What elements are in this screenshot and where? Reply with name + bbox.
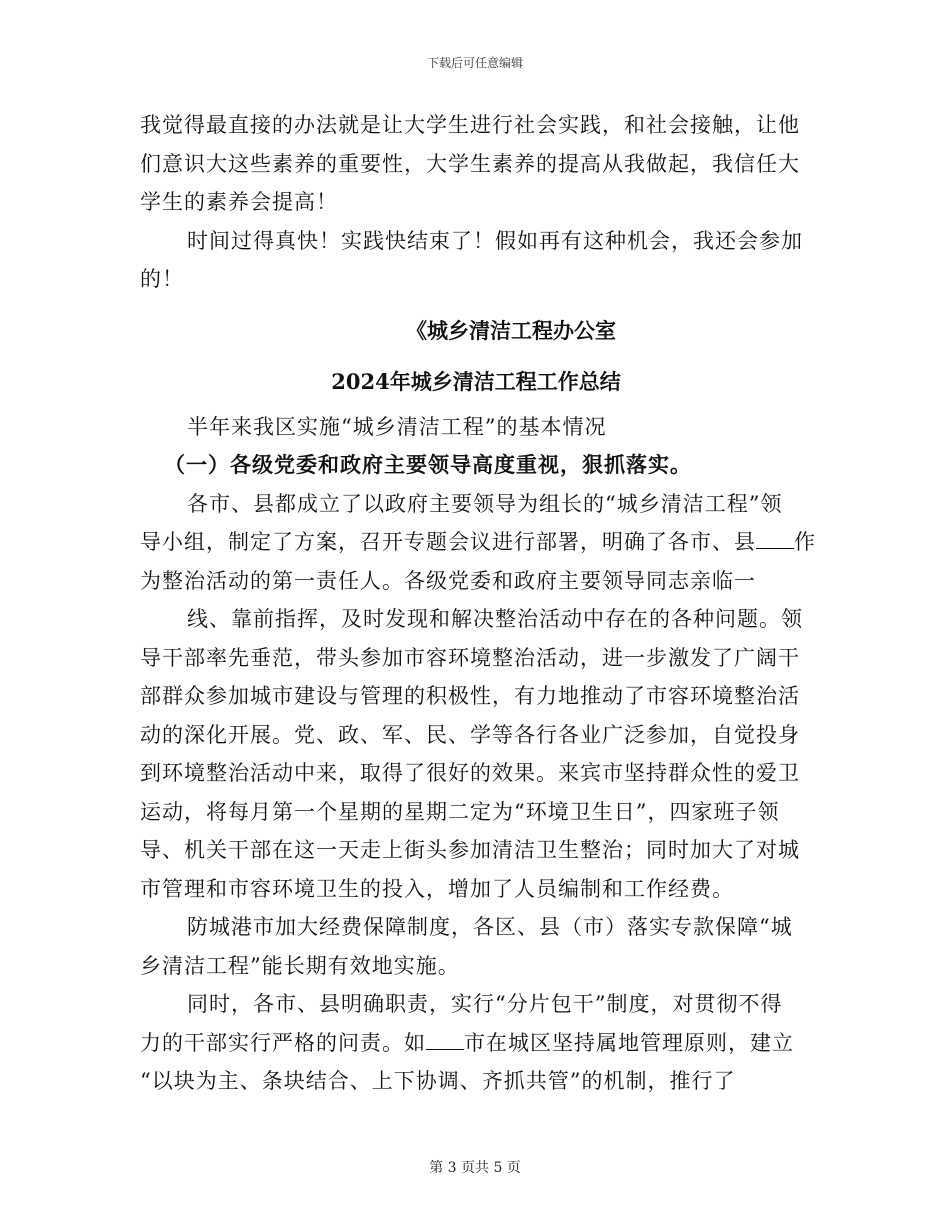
text-line: 乡清洁工程”能长期有效地实施。 xyxy=(140,953,460,978)
text-line: 运动，将每月第一个星期的星期二定为“环境卫生日”，四家班子领 xyxy=(140,799,780,824)
intro-line: 半年来我区实施“城乡清洁工程”的基本情况 xyxy=(187,414,607,439)
text-line: 动的深化开展。党、政、军、民、学等各行各业广泛参加，自觉投身 xyxy=(140,722,800,747)
text-line: 导、机关干部在这一天走上街头参加清洁卫生整治；同时加大了对城 xyxy=(140,838,800,862)
office-title: 《城乡清洁工程办公室 xyxy=(406,317,616,343)
text-line: “以块为主、条块结合、上下协调、齐抓共管”的机制，推行了 xyxy=(140,1069,736,1093)
blank-underline xyxy=(426,1031,464,1050)
text-line xyxy=(140,523,816,562)
text-line: 防城港市加大经费保障制度，各区、县（市）落实专款保障“城 xyxy=(187,915,793,939)
text-line xyxy=(140,1024,812,1063)
document-body xyxy=(140,106,816,1101)
text-segment: 导小组，制定了方案，召开专题会议进行部署，明确了各市、县 xyxy=(140,530,756,554)
text-line: 为整治活动的第一责任人。各级党委和政府主要领导同志亲临一 xyxy=(140,568,756,593)
section-heading: （一）各级党委和政府主要领导高度重视，狠抓落实。 xyxy=(164,452,692,477)
page-footer: 第 3 页共 5 页 xyxy=(429,1160,521,1176)
text-line: 的！ xyxy=(140,267,184,291)
text-segment: 力的干部实行严格的问责。如 xyxy=(140,1030,426,1055)
text-segment: 作 xyxy=(794,530,816,554)
text-segment: 市在城区坚持属地管理原则，建立 xyxy=(464,1030,794,1055)
text-line: 们意识大这些素养的重要性，大学生素养的提高从我做起，我信任大 xyxy=(140,151,800,176)
page-header: 下载后可任意编辑 xyxy=(426,56,523,70)
text-line: 时间过得真快！实践快结束了！假如再有这种机会，我还会参加 xyxy=(187,228,803,253)
text-line: 同时，各市、县明确职责，实行“分片包干”制度，对贯彻不得 xyxy=(187,992,783,1016)
text-line: 我觉得最直接的办法就是让大学生进行社会实践，和社会接触，让他 xyxy=(140,113,800,137)
text-line: 导干部率先垂范，带头参加市容环境整治活动，进一步激发了广阔干 xyxy=(140,645,800,670)
summary-title: 2024年城乡清洁工程工作总结 xyxy=(331,369,621,394)
blank-underline xyxy=(756,530,794,549)
text-line: 学生的素养会提高！ xyxy=(140,190,338,214)
text-line: 部群众参加城市建设与管理的积极性，有力地推动了市容环境整治活 xyxy=(140,684,800,708)
text-line: 各市、县都成立了以政府主要领导为组长的“城乡清洁工程”领 xyxy=(187,491,783,516)
text-line: 到环境整治活动中来，取得了很好的效果。来宾市坚持群众性的爱卫 xyxy=(140,761,800,785)
text-line: 市管理和市容环境卫生的投入，增加了人员编制和工作经费。 xyxy=(140,876,734,901)
text-line: 线、靠前指挥，及时发现和解决整治活动中存在的各种问题。领 xyxy=(187,607,803,631)
